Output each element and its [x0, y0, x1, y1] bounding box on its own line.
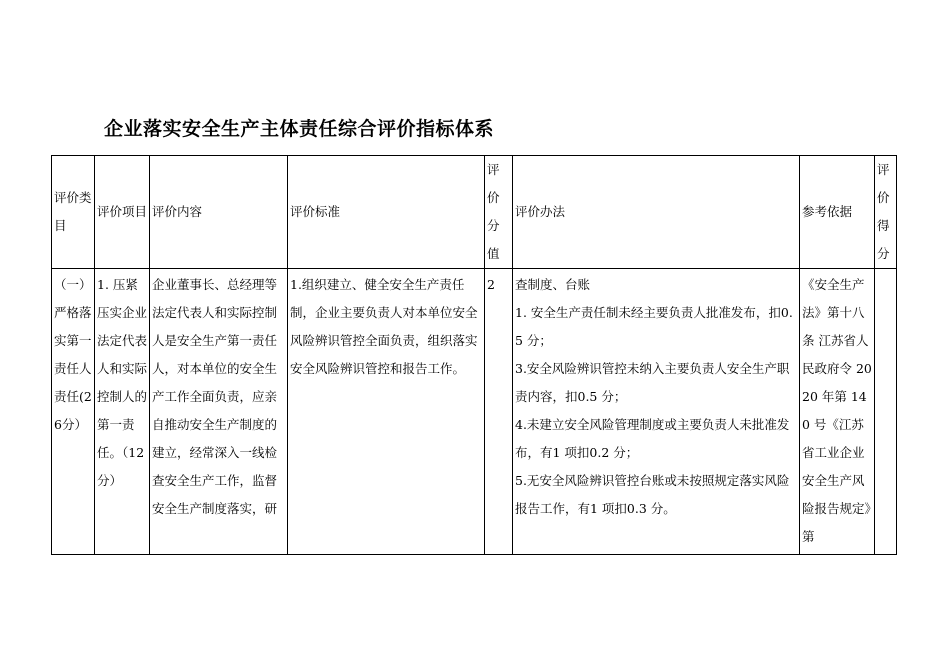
cell-item: 1. 压紧压实企业法定代表人和实际控制人的第一责任。（12分） — [95, 269, 150, 555]
table-header-row — [52, 156, 897, 269]
cell-category: （一）严格落实第一责任人责任(26分） — [52, 269, 95, 555]
method-line: 1. 安全生产责任制未经主要负责人批准发布，扣0.5 分； — [515, 305, 793, 348]
method-line: 4.未建立安全风险管理制度或主要负责人未批准发布，有1 项扣0.2 分； — [515, 417, 790, 460]
cell-content: 企业董事长、总经理等法定代表人和实际控制人是安全生产第一责任人，对本单位的安全生产工作全面负责，应亲自推动安全生产制度的建立，经常深入一线检查安全生产工作，监督安全生产制度落实，研 — [150, 269, 288, 555]
header-category: 评价类目 — [52, 156, 95, 269]
header-standard: 评价标准 — [288, 156, 485, 269]
header-method: 评价办法 — [513, 156, 800, 269]
cell-method — [513, 269, 800, 555]
cell-result — [875, 269, 897, 555]
cell-score: 2 — [485, 269, 513, 555]
method-line: 3.安全风险辨识管控未纳入主要负责人安全生产职责内容，扣0.5 分； — [515, 361, 790, 404]
header-score: 评价分值 — [485, 156, 513, 269]
header-result: 评价得分 — [875, 156, 897, 269]
header-basis: 参考依据 — [800, 156, 875, 269]
page-title: 企业落实安全生产主体责任综合评价指标体系 — [104, 118, 495, 140]
header-content: 评价内容 — [150, 156, 288, 269]
method-line: 5.无安全风险辨识管控台账或未按照规定落实风险报告工作，有1 项扣0.3 分。 — [515, 473, 790, 516]
table-row — [52, 269, 897, 555]
header-item: 评价项目 — [95, 156, 150, 269]
cell-standard: 1.组织建立、健全安全生产责任制，企业主要负责人对本单位安全风险辨识管控全面负责，组织落实安全风险辨识管控和报告工作。 — [288, 269, 485, 555]
evaluation-table — [51, 155, 897, 555]
cell-basis: 《安全生产法》第十八条 江苏省人民政府令 2020 年第 140 号《江苏省工业企业安全生产风险报告规定》第 — [800, 269, 875, 555]
method-line: 查制度、台账 — [515, 277, 591, 292]
